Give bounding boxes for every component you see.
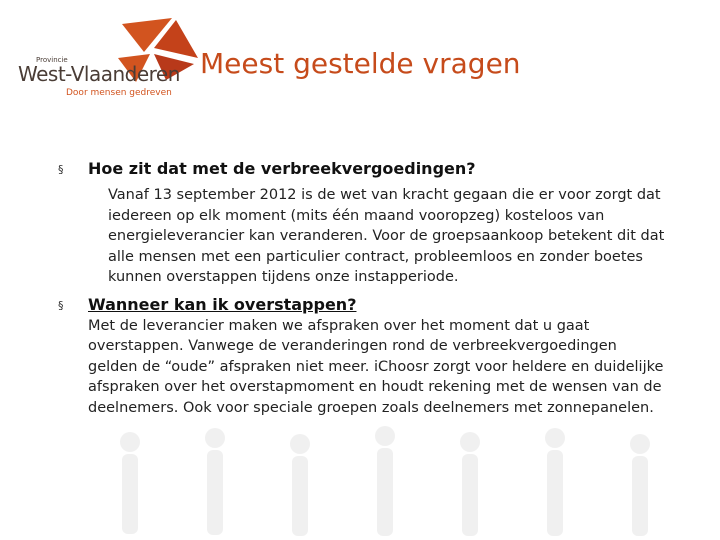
faq-question-1 (58, 158, 668, 180)
page-title: Meest gestelde vragen (200, 47, 521, 80)
faq-question-1-text: Hoe zit dat met de verbreekvergoedingen? (88, 159, 476, 178)
faq-answer-1: Vanaf 13 september 2012 is de wet van kracht gegaan die er voor zorgt dat iedereen op elk moment (mits één maand vooropzeg) kosteloos van energieleverancier kan veranderen. Voor de groepsaankoop betekent dit dat alle mensen met een particulier contract, probleemloos en zonder boetes kunnen overstappen tijdens onze instapperiode. (108, 187, 665, 285)
logo-name: West-Vlaanderen (18, 62, 180, 86)
bullet-icon: § (58, 163, 64, 176)
faq-answer-2: Met de leverancier maken we afspraken over het moment dat u gaat overstappen. Vanwege de veranderingen rond de verbreekvergoedingen gelden de “oude” afspraken niet meer. iChoosr zorgt voor heldere en duidelijke afspraken over het overstapmoment en houdt rekening met de wensen van de deelnemers. Ook voor speciale groepen zoals deelnemers met zonnepanelen. (88, 317, 664, 416)
faq-list (58, 158, 668, 418)
logo-tagline: Door mensen gedreven (66, 88, 172, 98)
logo-province-label: Provincie (36, 56, 68, 64)
people-silhouette-watermark-icon (0, 420, 720, 540)
faq-question-2-text: Wanneer kan ik overstappen? (88, 294, 357, 314)
faq-question-2 (58, 294, 668, 316)
bullet-icon: § (58, 298, 64, 312)
province-logo (14, 18, 190, 104)
